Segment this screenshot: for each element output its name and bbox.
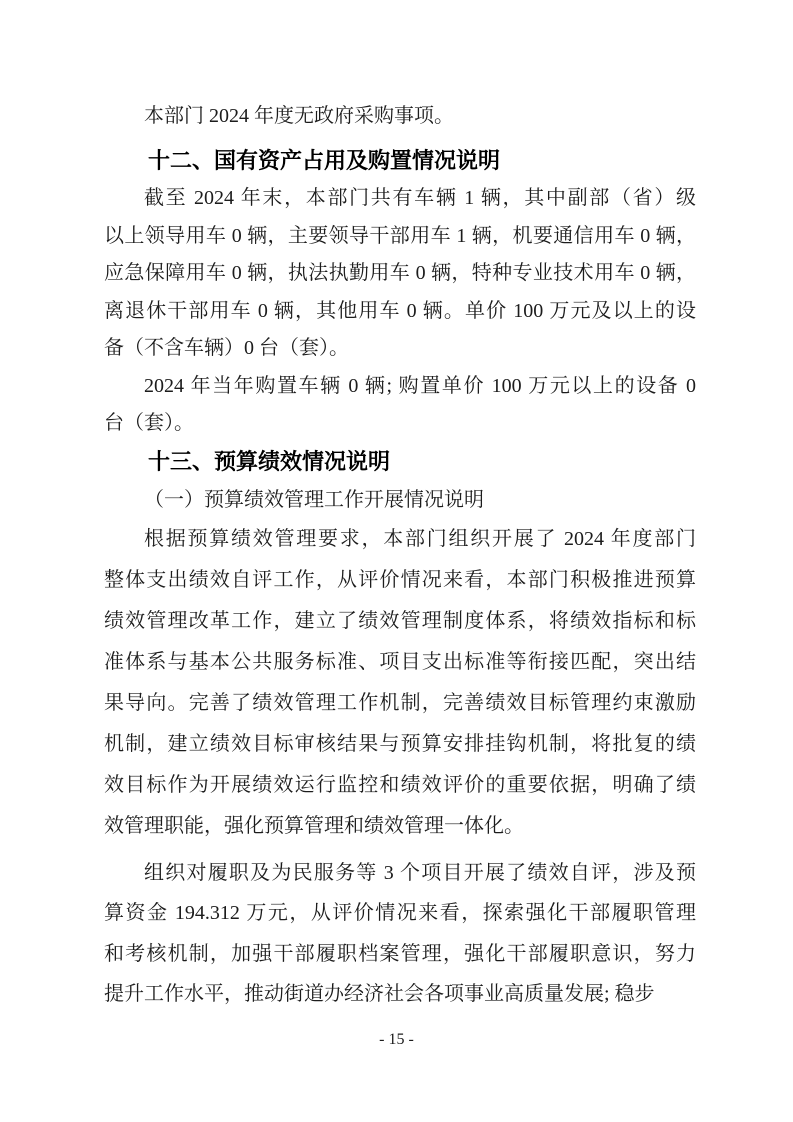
para-performance-management <box>104 519 696 847</box>
text-line: 效目标作为开展绩效运行监控和绩效评价的重要依据，明确了绩 <box>104 773 696 796</box>
text-line: 备（不含车辆）0 台（套）。 <box>104 337 349 359</box>
text-line: 提升工作水平，推动街道办经济社会各项事业高质量发展; 稳步 <box>104 983 655 1005</box>
text-line: 绩效管理改革工作，建立了绩效管理制度体系，将绩效指标和标 <box>104 609 696 632</box>
text-line: 以上领导用车 0 辆，主要领导干部用车 1 辆，机要通信用车 0 辆， <box>104 224 696 247</box>
page-number: - 15 - <box>379 1031 414 1048</box>
text-line: 果导向。完善了绩效管理工作机制，完善绩效目标管理约束激励 <box>104 691 696 714</box>
text-line: 机制，建立绩效目标审核结果与预算安排挂钩机制，将批复的绩 <box>104 732 696 755</box>
document-body <box>104 97 696 1015</box>
para-assets-occupancy <box>104 180 696 368</box>
text-line: 效管理职能，强化预算管理和绩效管理一体化。 <box>104 814 524 837</box>
text-line: 台（套）。 <box>104 412 194 434</box>
para-no-procurement <box>104 97 696 135</box>
text-line: 应急保障用车 0 辆，执法执勤用车 0 辆，特种专业技术用车 0 辆， <box>104 262 696 284</box>
text-line: 准体系与基本公共服务标准、项目支出标准等衔接匹配，突出结 <box>104 650 696 673</box>
heading-section-12: 十二、国有资产占用及购置情况说明 <box>148 148 501 173</box>
text-line: 本部门 2024 年度无政府采购事项。 <box>144 105 454 127</box>
text-line: 整体支出绩效自评工作，从评价情况来看，本部门积极推进预算 <box>104 568 696 591</box>
text-line: 2024 年当年购置车辆 0 辆; 购置单价 100 万元以上的设备 0 <box>144 374 696 397</box>
text-line: 离退休干部用车 0 辆，其他用车 0 辆。单价 100 万元及以上的设 <box>104 299 696 322</box>
text-line: 截至 2024 年末，本部门共有车辆 1 辆，其中副部（省）级 <box>144 187 696 209</box>
text-line: 算资金 194.312 万元，从评价情况来看，探索强化干部履职管理 <box>104 902 696 924</box>
para-current-year-purchase <box>104 368 696 443</box>
para-project-self-evaluation <box>104 853 696 1015</box>
text-line: 和考核机制，加强干部履职档案管理，强化干部履职意识，努力 <box>104 942 696 965</box>
heading-section-13: 十三、预算绩效情况说明 <box>148 448 391 474</box>
text-line: 组织对履职及为民服务等 3 个项目开展了绩效自评，涉及预 <box>144 861 696 884</box>
text-line: 根据预算绩效管理要求，本部门组织开展了 2024 年度部门 <box>144 527 696 550</box>
subheading-13-1: （一）预算绩效管理工作开展情况说明 <box>144 488 484 511</box>
